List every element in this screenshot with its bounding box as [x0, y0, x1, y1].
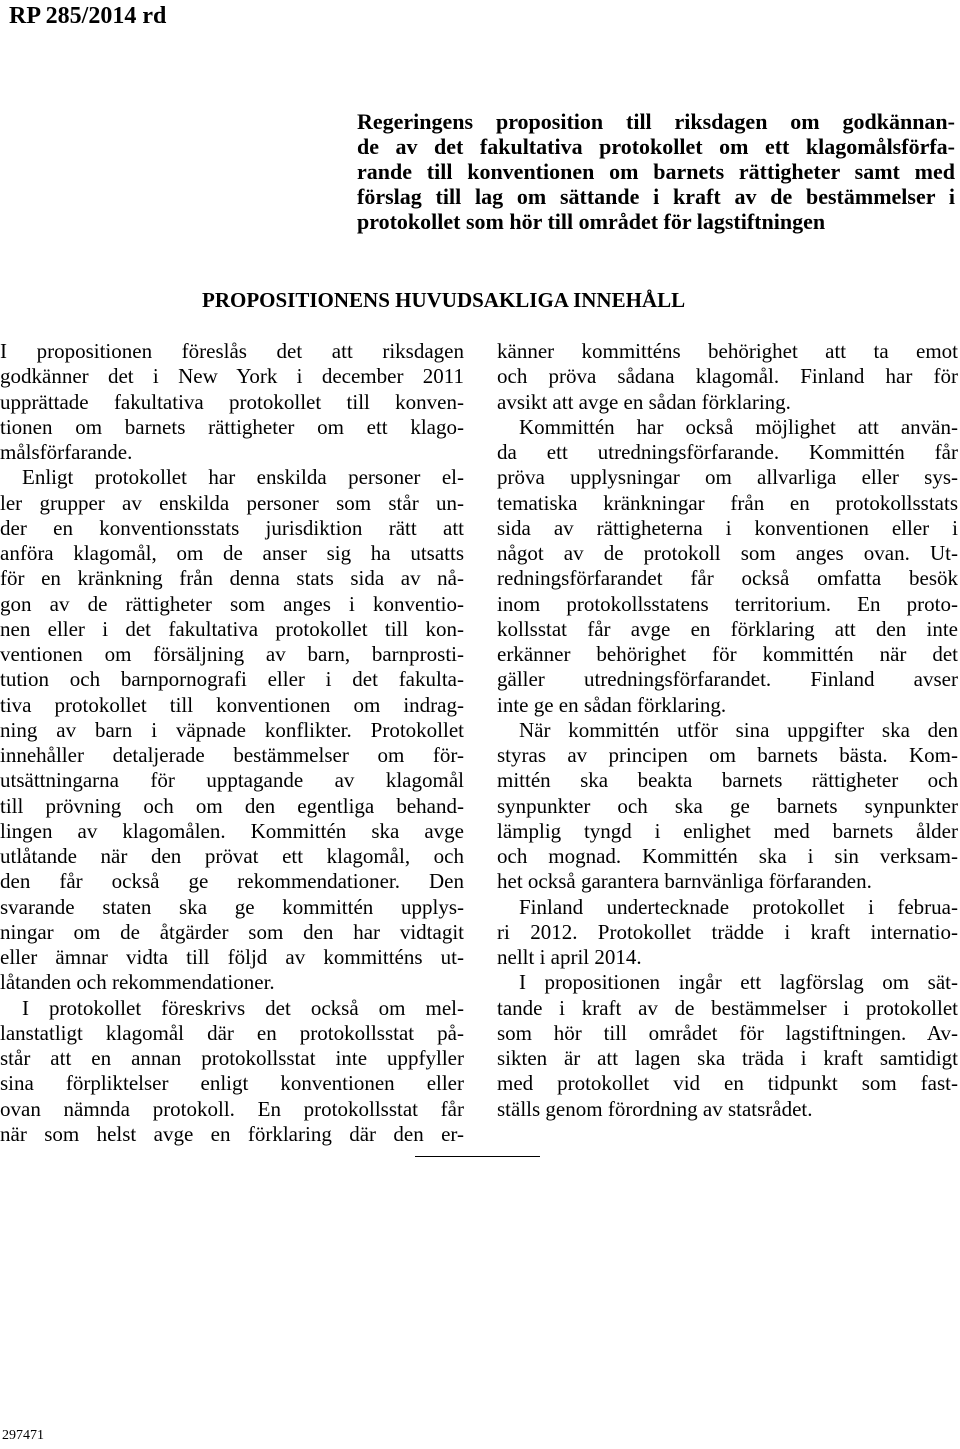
- text-line: Enligt protokollet har enskilda personer el-: [22, 465, 464, 490]
- text-line: känner kommitténs behörighet att ta emot: [497, 339, 958, 363]
- end-rule: [415, 1156, 540, 1157]
- text-line: utlåtande när den prövat ett klagomål, och: [0, 844, 464, 868]
- title-line: protokollet som hör till området för lagstiftningen: [357, 209, 826, 234]
- title-line: rande till konventionen om barnets rättigheter samt med: [357, 159, 955, 184]
- text-line: sikten är att lagen ska träda i kraft samtidigt: [497, 1046, 958, 1070]
- text-line: tution och barnpornografi eller i det fakulta-: [0, 667, 464, 692]
- text-line: lanstatligt klagomål där en protokollsstat på-: [0, 1020, 464, 1045]
- text-line: tionen om barnets rättigheter om ett klago-: [0, 414, 464, 439]
- text-line: pröva upplysningar om allvarliga eller sys-: [497, 465, 958, 490]
- text-line: I propositionen föreslås det att riksdagen: [0, 339, 464, 363]
- text-line: godkänner det i New York i december 2011: [0, 364, 464, 389]
- text-line: låtanden och rekommendationer.: [0, 970, 275, 995]
- text-line: anföra klagomål, om de anser sig ha utsatts: [0, 541, 464, 565]
- text-line: redningsförfarandet får också omfatta besök: [497, 566, 958, 591]
- text-line: ri 2012. Protokollet trädde i kraft internatio-: [497, 919, 958, 944]
- text-line: nellt i april 2014.: [497, 945, 642, 969]
- text-line: ning av barn i väpnade konflikter. Protokollet: [0, 717, 464, 742]
- text-line: gon av de rättigheter som anges i konventio-: [0, 591, 464, 616]
- text-line: står att en annan protokollsstat inte uppfyller: [0, 1046, 464, 1070]
- text-line: utsättningarna för upptagande av klagomål: [0, 768, 464, 793]
- text-line: ler grupper av enskilda personer som står un-: [0, 490, 464, 515]
- text-line: inom protokollsstatens territorium. En proto-: [497, 591, 958, 616]
- text-line: I protokollet föreskrivs det också om mel-: [22, 995, 464, 1020]
- left-column: [0, 339, 464, 1147]
- text-line: svarande staten ska ge kommittén upplys-: [0, 894, 464, 919]
- text-line: Finland undertecknade protokollet i februa-: [519, 894, 958, 919]
- text-line: innehåller detaljerade bestämmelser om för-: [0, 743, 464, 767]
- title-line: förslag till lag om sättande i kraft av de bestämmelser i: [357, 184, 955, 209]
- text-line: styras av principen om barnets bästa. Kom-: [497, 743, 958, 767]
- proposition-title: [357, 109, 955, 234]
- text-line: gäller utredningsförfarandet. Finland avser: [497, 667, 958, 692]
- text-line: Kommittén har också möjlighet att använ-: [519, 414, 958, 439]
- text-line: med protokollet vid en tidpunkt som fast-: [497, 1071, 958, 1096]
- text-line: ningar om de åtgärder som den har vidtagit: [0, 919, 464, 944]
- document-id: RP 285/2014 rd: [9, 3, 167, 29]
- text-line: erkänner behörighet för kommittén när det: [497, 642, 958, 666]
- text-line: lämplig tyngd i enlighet med barnets ålder: [497, 818, 958, 843]
- text-line: och pröva sådana klagomål. Finland har för: [497, 364, 958, 389]
- text-line: sida av rättigheterna i konventionen eller i: [497, 515, 958, 540]
- text-line: tiva protokollet till konventionen om indrag-: [0, 692, 464, 717]
- text-line: eller ämnar vidta till följd av kommitténs ut-: [0, 945, 464, 969]
- text-line: het också garantera barnvänliga förfaranden.: [497, 869, 872, 894]
- text-line: da ett utredningsförfarande. Kommittén får: [497, 440, 958, 464]
- right-column: [497, 339, 958, 1122]
- text-line: I propositionen ingår ett lagförslag om sät-: [519, 970, 958, 995]
- text-line: ställs genom förordning av statsrådet.: [497, 1096, 813, 1121]
- text-line: den får också ge rekommendationer. Den: [0, 869, 464, 894]
- text-line: kollsstat får avge en förklaring att den inte: [497, 616, 958, 641]
- text-line: upprättade fakultativa protokollet till konven-: [0, 389, 464, 414]
- text-line: När kommittén utför sina uppgifter ska den: [519, 717, 958, 742]
- text-line: der en konventionsstats jurisdiktion rätt att: [0, 515, 464, 540]
- text-line: som hör till området för lagstiftningen. Av-: [497, 1020, 958, 1045]
- text-line: synpunkter och ska ge barnets synpunkter: [497, 793, 958, 818]
- text-line: nen eller i det fakultativa protokollet till kon-: [0, 616, 464, 641]
- text-line: mittén ska beakta barnets rättigheter och: [497, 768, 958, 793]
- title-line: Regeringens proposition till riksdagen om godkännan-: [357, 109, 955, 134]
- text-line: tande i kraft av de bestämmelser i protokollet: [497, 995, 958, 1020]
- text-line: sina förpliktelser enligt konventionen eller: [0, 1071, 464, 1096]
- text-line: inte ge en sådan förklaring.: [497, 692, 727, 717]
- title-line: de av det fakultativa protokollet om ett klagomålsförfa-: [357, 134, 955, 159]
- text-line: och mognad. Kommittén ska i sin verksam-: [497, 844, 958, 868]
- text-line: ventionen om försäljning av barn, barnprosti-: [0, 642, 464, 666]
- text-line: när som helst avge en förklaring där den er-: [0, 1121, 464, 1146]
- text-line: avsikt att avge en sådan förklaring.: [497, 389, 791, 414]
- text-line: tematiska kränkningar från en protokollsstats: [497, 490, 958, 515]
- text-line: målsförfarande.: [0, 440, 133, 464]
- page-number: 297471: [2, 1428, 44, 1443]
- section-heading: PROPOSITIONENS HUVUDSAKLIGA INNEHÅLL: [202, 288, 686, 312]
- text-line: ovan nämnda protokoll. En protokollsstat får: [0, 1096, 464, 1121]
- text-line: till prövning och om den egentliga behand-: [0, 793, 464, 818]
- text-line: något av de protokoll som anges ovan. Ut-: [497, 541, 958, 565]
- text-line: för en kränkning från denna stats sida av nå-: [0, 566, 464, 591]
- text-line: lingen av klagomålen. Kommittén ska avge: [0, 818, 464, 843]
